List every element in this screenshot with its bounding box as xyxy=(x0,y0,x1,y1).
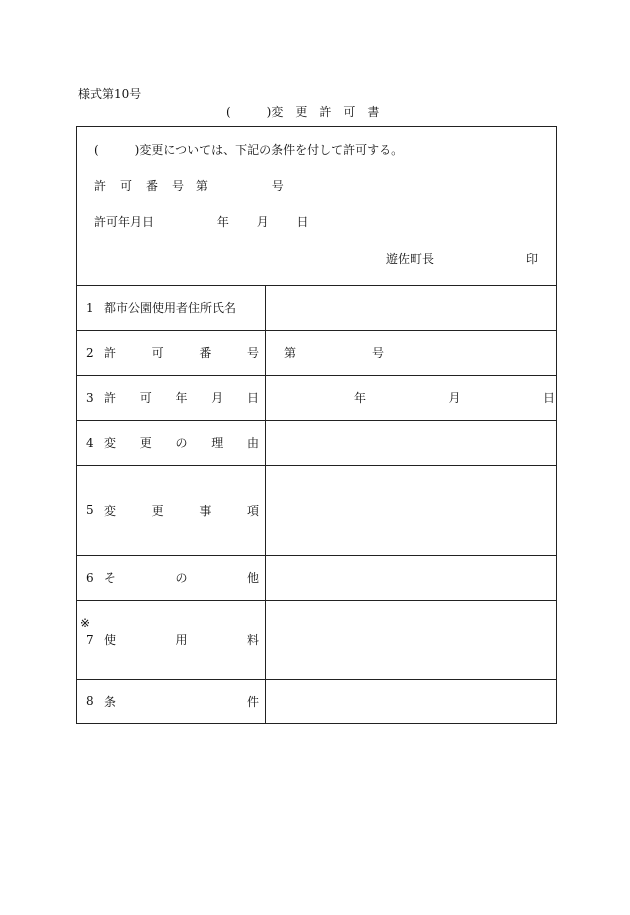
row-label xyxy=(104,389,259,406)
row-value-cell[interactable] xyxy=(266,330,555,375)
label-char: 件 xyxy=(246,694,259,709)
row-label-cell xyxy=(86,555,259,600)
label-char: 変 xyxy=(104,503,117,518)
label-char: 月 xyxy=(211,391,224,405)
value-char: 第 xyxy=(284,346,297,360)
row-label-cell xyxy=(86,285,259,330)
value-char: 号 xyxy=(371,346,384,360)
label-char: 変 xyxy=(104,436,117,450)
value-char: 月 xyxy=(448,391,461,405)
permit-statement: ( )変更については、下記の条件を付して許可する。 xyxy=(94,143,404,157)
label-char: 項 xyxy=(246,503,259,518)
permit-date-month: 月 xyxy=(256,215,269,229)
note-mark: ※ xyxy=(80,616,91,630)
row-label-cell xyxy=(86,600,259,679)
label-char: 許 xyxy=(104,346,117,360)
row-label-cell xyxy=(86,375,259,420)
label-char: 更 xyxy=(151,503,164,518)
issuer-name: 遊佐町長 xyxy=(386,252,435,266)
document-title: ( )変 更 許 可 書 xyxy=(226,105,380,119)
row-label xyxy=(104,344,259,361)
permit-number-prefix: 第 xyxy=(195,179,208,193)
label-char: 料 xyxy=(246,633,259,647)
row-value-text xyxy=(354,389,555,406)
label-char: 理 xyxy=(211,436,224,450)
value-char: 年 xyxy=(354,391,367,405)
row-label xyxy=(104,502,259,519)
row-value-cell[interactable] xyxy=(266,679,555,723)
row-number: 1 xyxy=(86,300,94,315)
permit-date-year: 年 xyxy=(216,215,229,229)
label-char: の xyxy=(175,436,188,450)
row-label xyxy=(104,299,259,316)
label-char: 可 xyxy=(139,391,152,405)
row-label-cell xyxy=(86,679,259,723)
label-char: 事 xyxy=(199,503,212,518)
value-char: 日 xyxy=(542,391,555,405)
row-value-cell[interactable] xyxy=(266,465,555,555)
label-char: 番 xyxy=(199,346,212,360)
permit-number-suffix: 号 xyxy=(271,179,284,193)
row-value-cell[interactable] xyxy=(266,600,555,679)
row-number: 2 xyxy=(86,345,94,360)
permit-date-label: 許可年月日 xyxy=(94,215,155,229)
label-char: 由 xyxy=(246,436,259,450)
label-char: 日 xyxy=(246,391,259,405)
row-label-cell xyxy=(86,420,259,465)
row-label xyxy=(104,631,259,648)
row-label-cell xyxy=(86,330,259,375)
permit-number-line xyxy=(94,177,284,194)
permit-date-day: 日 xyxy=(296,215,309,229)
row-label xyxy=(104,693,259,710)
row-label xyxy=(104,569,259,586)
label-char: 号 xyxy=(246,346,259,360)
row-value-cell[interactable] xyxy=(266,555,555,600)
label-char: 都市公園使用者住所氏名 xyxy=(104,301,237,315)
label-char: 可 xyxy=(151,346,164,360)
label-char: 年 xyxy=(175,391,188,405)
label-char: 他 xyxy=(246,571,259,585)
permit-number-label: 許可番号 xyxy=(94,179,199,193)
row-label xyxy=(104,434,259,451)
label-char: 条 xyxy=(104,694,117,709)
row-value-text xyxy=(284,344,384,361)
permit-date-line xyxy=(94,213,309,230)
row-number: 4 xyxy=(86,435,94,450)
label-char: そ xyxy=(104,571,117,585)
row-value-cell[interactable] xyxy=(266,375,555,420)
row-number: 7 xyxy=(86,632,94,647)
form-number: 様式第10号 xyxy=(78,87,142,101)
label-char: 許 xyxy=(104,391,117,405)
row-number: 6 xyxy=(86,570,94,585)
label-char: 用 xyxy=(175,633,188,647)
seal-mark: 印 xyxy=(526,252,539,266)
label-char: 使 xyxy=(104,633,117,647)
label-char: 更 xyxy=(139,436,152,450)
row-value-cell[interactable] xyxy=(266,420,555,465)
row-label-cell xyxy=(86,465,259,555)
label-char: の xyxy=(175,571,188,585)
row-number: 8 xyxy=(86,694,94,708)
row-number: 5 xyxy=(86,503,94,517)
row-value-cell[interactable] xyxy=(266,285,555,330)
row-number: 3 xyxy=(86,390,94,405)
